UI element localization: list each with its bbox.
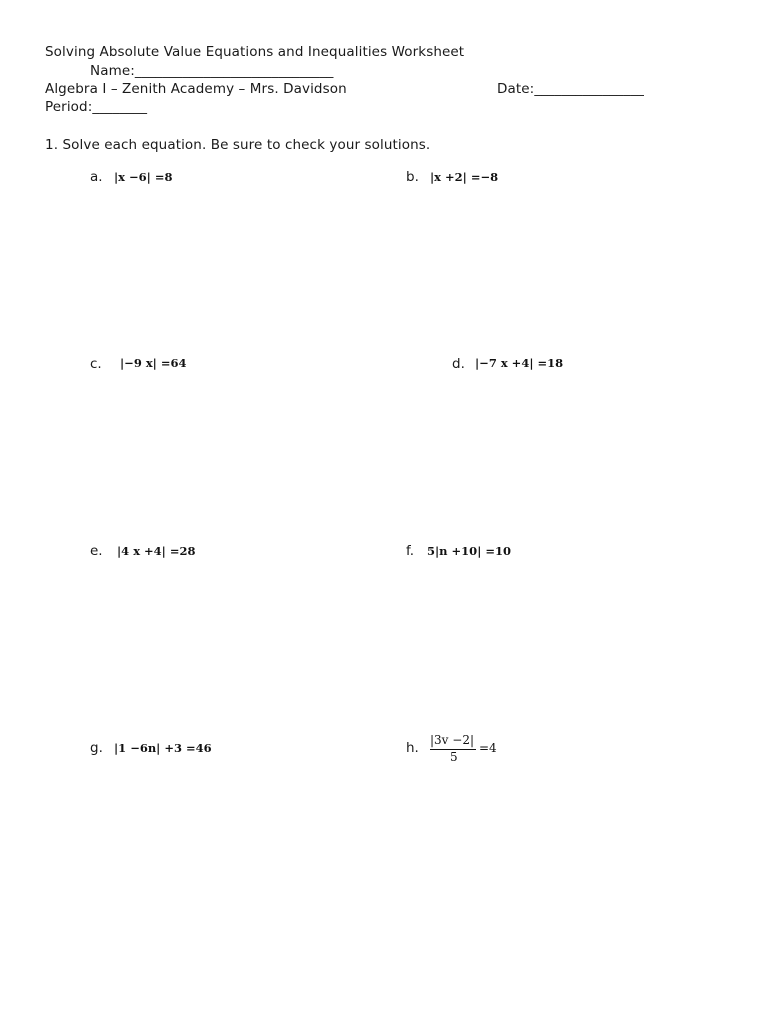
problem-b-equation: |x +2| =−8 bbox=[430, 170, 499, 184]
problem-b-label: b. bbox=[406, 169, 419, 185]
class-info: Algebra I – Zenith Academy – Mrs. Davidson bbox=[45, 81, 347, 97]
period-field[interactable]: Period:________ bbox=[45, 99, 148, 115]
problem-g-equation: |1 −6n| +3 =46 bbox=[114, 741, 212, 755]
problem-h-rhs: =4 bbox=[479, 741, 497, 755]
problem-c-label: c. bbox=[90, 356, 102, 372]
problem-h-label: h. bbox=[406, 740, 419, 756]
problem-a-label: a. bbox=[90, 169, 103, 185]
problem-c-equation: |−9 x| =64 bbox=[120, 356, 187, 370]
problem-e-label: e. bbox=[90, 543, 103, 559]
problem-h-denominator: 5 bbox=[450, 750, 458, 764]
section1-instruction: 1. Solve each equation. Be sure to check your solutions. bbox=[45, 137, 431, 153]
problem-a-equation: |x −6| =8 bbox=[114, 170, 173, 184]
name-field[interactable]: Name:_____________________________ bbox=[90, 63, 334, 79]
problem-f-equation: 5|n +10| =10 bbox=[427, 544, 512, 558]
problem-f-label: f. bbox=[406, 543, 415, 559]
problem-d-label: d. bbox=[452, 356, 465, 372]
problem-h-numerator: |3v −2| bbox=[430, 733, 475, 747]
worksheet-title: Solving Absolute Value Equations and Inequalities Worksheet bbox=[45, 44, 465, 60]
problem-g-label: g. bbox=[90, 740, 103, 756]
date-field[interactable]: Date:________________ bbox=[497, 81, 644, 97]
problem-d-equation: |−7 x +4| =18 bbox=[475, 356, 564, 370]
problem-e-equation: |4 x +4| =28 bbox=[117, 544, 196, 558]
problem-h-equation bbox=[430, 733, 510, 767]
